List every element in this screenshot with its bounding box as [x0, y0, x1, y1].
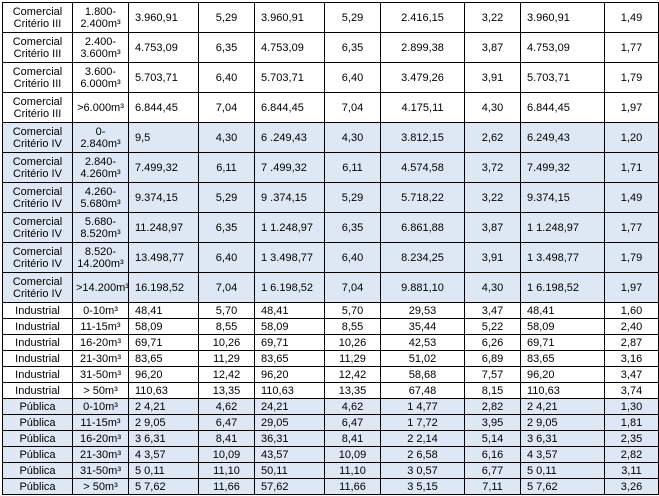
value-cell: 9 .374,15 — [255, 183, 325, 213]
value-cell: 4.753,09 — [521, 33, 605, 63]
value-cell: 6.249,43 — [521, 123, 605, 153]
value-cell: 48,41 — [129, 303, 199, 319]
value-cell: 7,04 — [325, 93, 381, 123]
category-cell: Comercial Critério IV — [3, 153, 73, 183]
value-cell: 6,11 — [325, 153, 381, 183]
range-cell: 0-2.840m³ — [73, 123, 129, 153]
value-cell: 4,30 — [325, 123, 381, 153]
category-cell: Industrial — [3, 335, 73, 351]
value-cell: 4.574,58 — [381, 153, 465, 183]
value-cell: 2,87 — [605, 335, 659, 351]
range-cell: 0-10m³ — [73, 399, 129, 415]
value-cell: 5 0,11 — [521, 463, 605, 479]
value-cell: 83,65 — [255, 351, 325, 367]
category-cell: Comercial Critério III — [3, 93, 73, 123]
value-cell: 1,77 — [605, 33, 659, 63]
value-cell: 3,87 — [465, 213, 521, 243]
category-cell: Pública — [3, 447, 73, 463]
value-cell: 3,22 — [465, 183, 521, 213]
category-cell: Comercial Critério III — [3, 3, 73, 33]
value-cell: 6,40 — [199, 243, 255, 273]
value-cell: 7,04 — [199, 273, 255, 303]
category-cell: Comercial Critério IV — [3, 213, 73, 243]
value-cell: 8,41 — [199, 431, 255, 447]
value-cell: 12,42 — [325, 367, 381, 383]
value-cell: 3,95 — [465, 415, 521, 431]
category-cell: Industrial — [3, 367, 73, 383]
value-cell: 7,11 — [465, 479, 521, 495]
table-row — [3, 33, 659, 63]
value-cell: 5,22 — [465, 319, 521, 335]
value-cell: 3 5,15 — [381, 479, 465, 495]
value-cell: 58,09 — [255, 319, 325, 335]
value-cell: 3.812,15 — [381, 123, 465, 153]
value-cell: 1 1.248,97 — [255, 213, 325, 243]
value-cell: 96,20 — [129, 367, 199, 383]
table-row — [3, 351, 659, 367]
table-row — [3, 431, 659, 447]
value-cell: 1,49 — [605, 183, 659, 213]
table-row — [3, 367, 659, 383]
value-cell: 3,47 — [465, 303, 521, 319]
value-cell: 4,30 — [465, 93, 521, 123]
value-cell: 7.499,32 — [129, 153, 199, 183]
value-cell: 110,63 — [521, 383, 605, 399]
value-cell: 3,11 — [605, 463, 659, 479]
category-cell: Comercial Critério IV — [3, 273, 73, 303]
value-cell: 16.198,52 — [129, 273, 199, 303]
range-cell: > 50m³ — [73, 383, 129, 399]
value-cell: 11,10 — [325, 463, 381, 479]
value-cell: 6,89 — [465, 351, 521, 367]
value-cell: 11,66 — [199, 479, 255, 495]
value-cell: 5 7,62 — [129, 479, 199, 495]
value-cell: 6,47 — [199, 415, 255, 431]
value-cell: 35,44 — [381, 319, 465, 335]
value-cell: 1,49 — [605, 3, 659, 33]
table-row — [3, 63, 659, 93]
value-cell: 6,35 — [325, 33, 381, 63]
value-cell: 8.234,25 — [381, 243, 465, 273]
value-cell: 6,16 — [465, 447, 521, 463]
value-cell: 6,35 — [199, 33, 255, 63]
value-cell: 10,26 — [325, 335, 381, 351]
value-cell: 3,47 — [605, 367, 659, 383]
value-cell: 110,63 — [129, 383, 199, 399]
value-cell: 2,82 — [465, 399, 521, 415]
value-cell: 2,40 — [605, 319, 659, 335]
value-cell: 5,29 — [325, 183, 381, 213]
value-cell: 6,40 — [325, 243, 381, 273]
range-cell: 4.260-5.680m³ — [73, 183, 129, 213]
value-cell: 3,87 — [465, 33, 521, 63]
value-cell: 11,29 — [325, 351, 381, 367]
value-cell: 69,71 — [255, 335, 325, 351]
value-cell: 6,40 — [325, 63, 381, 93]
value-cell: 7 .499,32 — [255, 153, 325, 183]
value-cell: 1 7,72 — [381, 415, 465, 431]
category-cell: Industrial — [3, 351, 73, 367]
value-cell: 110,63 — [255, 383, 325, 399]
value-cell: 3 0,57 — [381, 463, 465, 479]
value-cell: 5 7,62 — [521, 479, 605, 495]
value-cell: 8,55 — [199, 319, 255, 335]
value-cell: 4.753,09 — [255, 33, 325, 63]
table-row — [3, 243, 659, 273]
value-cell: 67,48 — [381, 383, 465, 399]
range-cell: 16-20m³ — [73, 335, 129, 351]
value-cell: 50,11 — [255, 463, 325, 479]
value-cell: 6,77 — [465, 463, 521, 479]
range-cell: 2.400-3.600m³ — [73, 33, 129, 63]
value-cell: 1 4,77 — [381, 399, 465, 415]
value-cell: 58,68 — [381, 367, 465, 383]
value-cell: 6.844,45 — [521, 93, 605, 123]
range-cell: 31-50m³ — [73, 463, 129, 479]
value-cell: 2 4,21 — [129, 399, 199, 415]
value-cell: 12,42 — [199, 367, 255, 383]
value-cell: 6,47 — [325, 415, 381, 431]
value-cell: 6.844,45 — [255, 93, 325, 123]
value-cell: 9,5 — [129, 123, 199, 153]
range-cell: 21-30m³ — [73, 447, 129, 463]
value-cell: 4.753,09 — [129, 33, 199, 63]
table-row — [3, 183, 659, 213]
table-row — [3, 273, 659, 303]
value-cell: 5.703,71 — [129, 63, 199, 93]
value-cell: 2 9,05 — [129, 415, 199, 431]
category-cell: Industrial — [3, 383, 73, 399]
value-cell: 5.703,71 — [521, 63, 605, 93]
value-cell: 13.498,77 — [129, 243, 199, 273]
value-cell: 2,62 — [465, 123, 521, 153]
value-cell: 58,09 — [129, 319, 199, 335]
category-cell: Comercial Critério III — [3, 33, 73, 63]
value-cell: 13,35 — [325, 383, 381, 399]
value-cell: 5,29 — [199, 3, 255, 33]
range-cell: >14.200m³ — [73, 273, 129, 303]
value-cell: 5.703,71 — [255, 63, 325, 93]
value-cell: 11.248,97 — [129, 213, 199, 243]
value-cell: 2,82 — [605, 447, 659, 463]
value-cell: 8,55 — [325, 319, 381, 335]
value-cell: 1,60 — [605, 303, 659, 319]
value-cell: 9.374,15 — [129, 183, 199, 213]
value-cell: 10,09 — [325, 447, 381, 463]
table-row — [3, 3, 659, 33]
value-cell: 8,41 — [325, 431, 381, 447]
range-cell: 1.800-2.400m³ — [73, 3, 129, 33]
value-cell: 48,41 — [521, 303, 605, 319]
value-cell: 57,62 — [255, 479, 325, 495]
category-cell: Pública — [3, 399, 73, 415]
value-cell: 5,70 — [199, 303, 255, 319]
table-row — [3, 213, 659, 243]
value-cell: 96,20 — [255, 367, 325, 383]
value-cell: 83,65 — [521, 351, 605, 367]
value-cell: 4 3,57 — [521, 447, 605, 463]
value-cell: 48,41 — [255, 303, 325, 319]
value-cell: 1,97 — [605, 273, 659, 303]
value-cell: 1 3.498,77 — [521, 243, 605, 273]
table-row — [3, 319, 659, 335]
category-cell: Pública — [3, 479, 73, 495]
value-cell: 1,30 — [605, 399, 659, 415]
value-cell: 3,72 — [465, 153, 521, 183]
value-cell: 2 6,58 — [381, 447, 465, 463]
value-cell: 10,09 — [199, 447, 255, 463]
value-cell: 2,35 — [605, 431, 659, 447]
category-cell: Pública — [3, 431, 73, 447]
tariff-table — [2, 2, 659, 495]
value-cell: 11,10 — [199, 463, 255, 479]
value-cell: 3.960,91 — [521, 3, 605, 33]
range-cell: 8.520-14.200m³ — [73, 243, 129, 273]
value-cell: 3,91 — [465, 243, 521, 273]
value-cell: 4,30 — [199, 123, 255, 153]
table-row — [3, 447, 659, 463]
range-cell: 11-15m³ — [73, 319, 129, 335]
value-cell: 83,65 — [129, 351, 199, 367]
value-cell: 6.861,88 — [381, 213, 465, 243]
value-cell: 1 6.198,52 — [521, 273, 605, 303]
value-cell: 1,20 — [605, 123, 659, 153]
category-cell: Comercial Critério III — [3, 63, 73, 93]
range-cell: 11-15m³ — [73, 415, 129, 431]
value-cell: 1,79 — [605, 63, 659, 93]
value-cell: 5,29 — [325, 3, 381, 33]
value-cell: 3.960,91 — [129, 3, 199, 33]
value-cell: 4,30 — [465, 273, 521, 303]
value-cell: 1 1.248,97 — [521, 213, 605, 243]
table-row — [3, 399, 659, 415]
value-cell: 3.960,91 — [255, 3, 325, 33]
table-row — [3, 463, 659, 479]
table-row — [3, 335, 659, 351]
value-cell: 1,71 — [605, 153, 659, 183]
value-cell: 1 3.498,77 — [255, 243, 325, 273]
value-cell: 6,26 — [465, 335, 521, 351]
category-cell: Pública — [3, 463, 73, 479]
value-cell: 7,04 — [199, 93, 255, 123]
value-cell: 69,71 — [521, 335, 605, 351]
value-cell: 7.499,32 — [521, 153, 605, 183]
value-cell: 10,26 — [199, 335, 255, 351]
value-cell: 2.899,38 — [381, 33, 465, 63]
value-cell: 4,62 — [325, 399, 381, 415]
value-cell: 36,31 — [255, 431, 325, 447]
value-cell: 1,97 — [605, 93, 659, 123]
value-cell: 24,21 — [255, 399, 325, 415]
value-cell: 69,71 — [129, 335, 199, 351]
value-cell: 3,22 — [465, 3, 521, 33]
category-cell: Industrial — [3, 303, 73, 319]
table-body — [3, 3, 659, 495]
value-cell: 4 3,57 — [129, 447, 199, 463]
category-cell: Comercial Critério IV — [3, 243, 73, 273]
value-cell: 42,53 — [381, 335, 465, 351]
value-cell: 4,62 — [199, 399, 255, 415]
range-cell: 2.840-4.260m³ — [73, 153, 129, 183]
value-cell: 2 2,14 — [381, 431, 465, 447]
table-row — [3, 383, 659, 399]
value-cell: 43,57 — [255, 447, 325, 463]
value-cell: 5,14 — [465, 431, 521, 447]
value-cell: 51,02 — [381, 351, 465, 367]
category-cell: Comercial Critério IV — [3, 123, 73, 153]
value-cell: 58,09 — [521, 319, 605, 335]
value-cell: 29,53 — [381, 303, 465, 319]
value-cell: 96,20 — [521, 367, 605, 383]
table-row — [3, 303, 659, 319]
value-cell: 6.844,45 — [129, 93, 199, 123]
table-row — [3, 153, 659, 183]
value-cell: 5.718,22 — [381, 183, 465, 213]
value-cell: 3,74 — [605, 383, 659, 399]
value-cell: 8,15 — [465, 383, 521, 399]
value-cell: 2 4,21 — [521, 399, 605, 415]
category-cell: Comercial Critério IV — [3, 183, 73, 213]
value-cell: 13,35 — [199, 383, 255, 399]
value-cell: 6,40 — [199, 63, 255, 93]
value-cell: 11,66 — [325, 479, 381, 495]
range-cell: > 50m³ — [73, 479, 129, 495]
value-cell: 2 9,05 — [521, 415, 605, 431]
value-cell: 7,57 — [465, 367, 521, 383]
value-cell: 11,29 — [199, 351, 255, 367]
value-cell: 5,70 — [325, 303, 381, 319]
value-cell: 1,77 — [605, 213, 659, 243]
value-cell: 3 6,31 — [129, 431, 199, 447]
range-cell: 5.680-8.520m³ — [73, 213, 129, 243]
value-cell: 3,16 — [605, 351, 659, 367]
value-cell: 3 6,31 — [521, 431, 605, 447]
value-cell: 1,79 — [605, 243, 659, 273]
value-cell: 9.881,10 — [381, 273, 465, 303]
value-cell: 29,05 — [255, 415, 325, 431]
table-row — [3, 415, 659, 431]
value-cell: 6,35 — [325, 213, 381, 243]
value-cell: 6 .249,43 — [255, 123, 325, 153]
value-cell: 4.175,11 — [381, 93, 465, 123]
range-cell: 16-20m³ — [73, 431, 129, 447]
value-cell: 5 0,11 — [129, 463, 199, 479]
value-cell: 3,26 — [605, 479, 659, 495]
category-cell: Industrial — [3, 319, 73, 335]
table-row — [3, 479, 659, 495]
value-cell: 6,11 — [199, 153, 255, 183]
table-row — [3, 123, 659, 153]
value-cell: 1,81 — [605, 415, 659, 431]
table-row — [3, 93, 659, 123]
value-cell: 3.479,26 — [381, 63, 465, 93]
category-cell: Pública — [3, 415, 73, 431]
value-cell: 5,29 — [199, 183, 255, 213]
range-cell: 31-50m³ — [73, 367, 129, 383]
value-cell: 9.374,15 — [521, 183, 605, 213]
value-cell: 6,35 — [199, 213, 255, 243]
value-cell: 1 6.198,52 — [255, 273, 325, 303]
value-cell: 7,04 — [325, 273, 381, 303]
range-cell: 21-30m³ — [73, 351, 129, 367]
value-cell: 2.416,15 — [381, 3, 465, 33]
range-cell: >6.000m³ — [73, 93, 129, 123]
value-cell: 3,91 — [465, 63, 521, 93]
range-cell: 3.600-6.000m³ — [73, 63, 129, 93]
range-cell: 0-10m³ — [73, 303, 129, 319]
